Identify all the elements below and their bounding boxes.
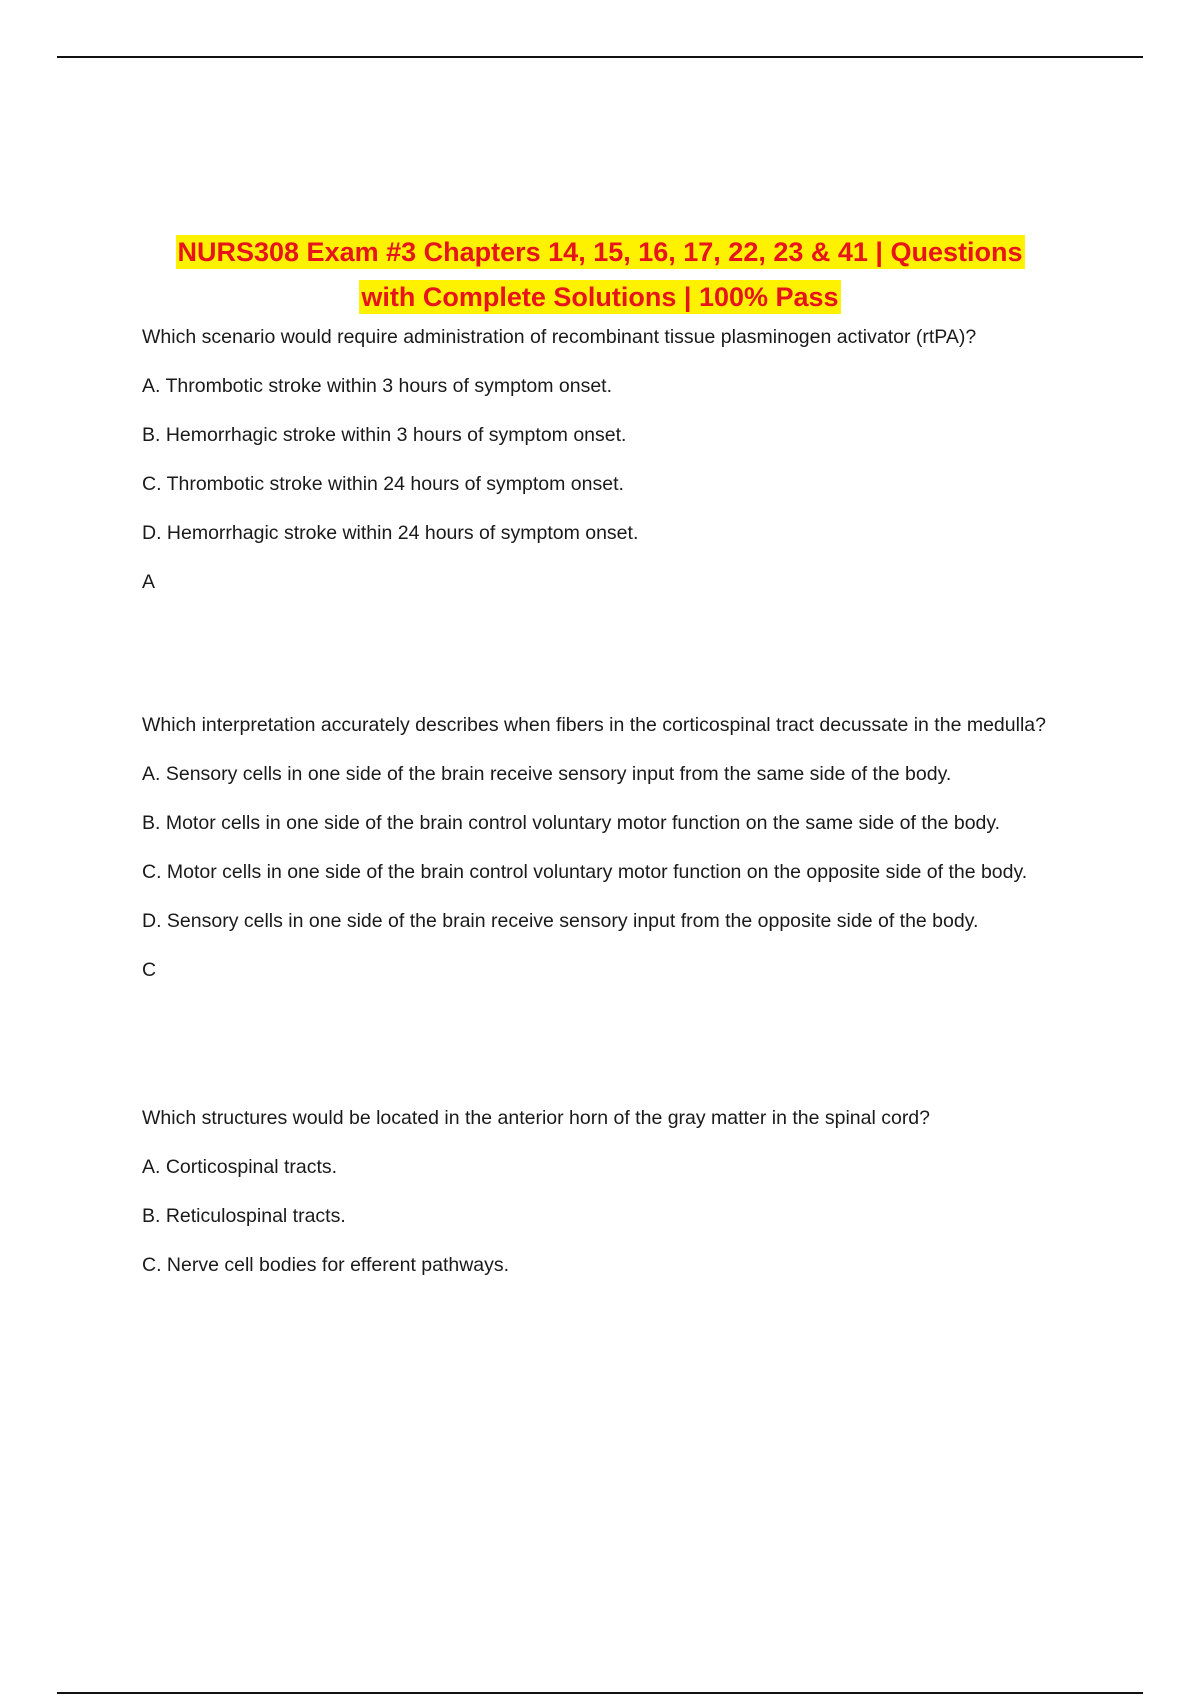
question-3	[142, 1101, 1062, 1282]
answer: A	[142, 571, 156, 593]
question-text: Which scenario would require administration of recombinant tissue plasminogen activator (rtPA)?	[142, 326, 977, 348]
option-c: C. Thrombotic stroke within 24 hours of symptom onset.	[142, 473, 624, 495]
question-2	[142, 708, 1062, 987]
question-text: Which interpretation accurately describes when fibers in the corticospinal tract decussate in the medulla?	[142, 714, 1046, 736]
option-d: D. Hemorrhagic stroke within 24 hours of symptom onset.	[142, 522, 639, 544]
option-a: A. Corticospinal tracts.	[142, 1156, 338, 1178]
option-b: B. Motor cells in one side of the brain control voluntary motor function on the same side of the body.	[142, 812, 1001, 834]
question-1	[142, 320, 1062, 599]
option-b: B. Hemorrhagic stroke within 3 hours of symptom onset.	[142, 424, 627, 446]
option-c: C. Motor cells in one side of the brain control voluntary motor function on the opposite side of the body.	[142, 861, 1028, 883]
option-a: A. Thrombotic stroke within 3 hours of symptom onset.	[142, 375, 612, 397]
option-a: A. Sensory cells in one side of the brain receive sensory input from the same side of the body.	[142, 763, 952, 785]
question-text: Which structures would be located in the anterior horn of the gray matter in the spinal cord?	[142, 1107, 930, 1129]
option-b: B. Reticulospinal tracts.	[142, 1205, 346, 1227]
option-c: C. Nerve cell bodies for efferent pathways.	[142, 1254, 510, 1276]
title-line-1: NURS308 Exam #3 Chapters 14, 15, 16, 17, 22, 23 & 41 | Questions	[177, 237, 1023, 268]
option-d: D. Sensory cells in one side of the brain receive sensory input from the opposite side of the body.	[142, 910, 979, 932]
title-line-2: with Complete Solutions | 100% Pass	[361, 282, 839, 313]
answer: C	[142, 959, 157, 981]
top-rule	[57, 56, 1143, 58]
question-list	[142, 320, 1062, 1297]
bottom-rule	[57, 1692, 1143, 1694]
document-title	[0, 230, 1200, 320]
